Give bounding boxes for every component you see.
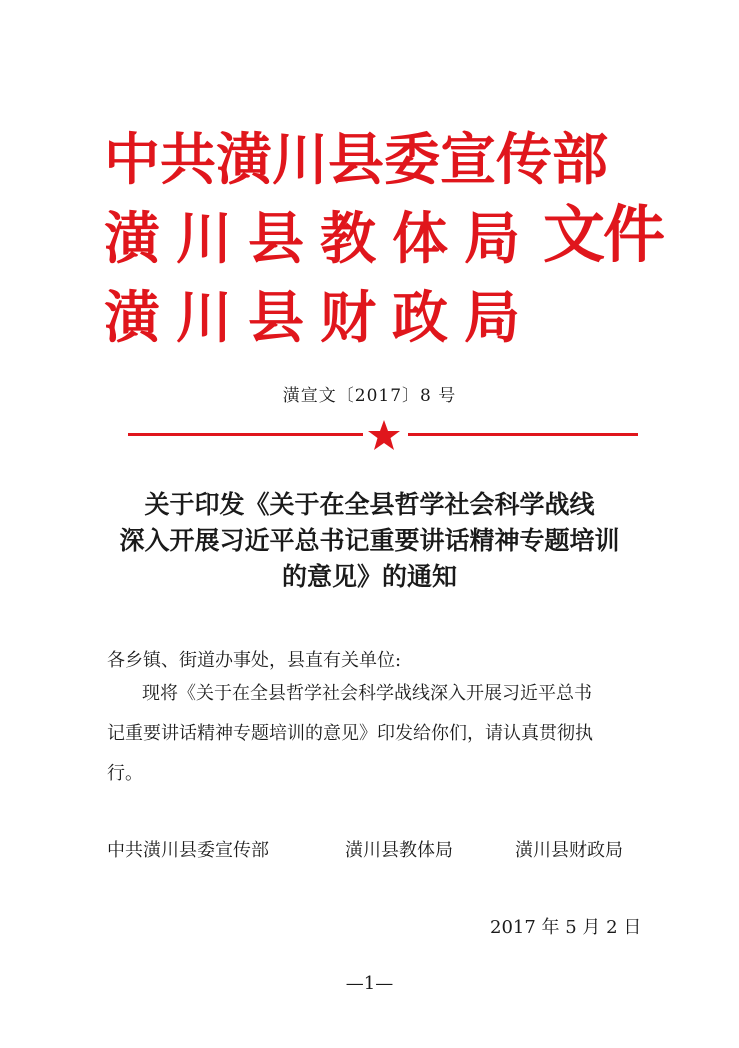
issuer-finance-bureau: 潢川县财政局 — [104, 285, 536, 351]
body-paragraph-line: 现将《关于在全县哲学社会科学战线深入开展习近平总书 — [142, 683, 592, 704]
salutation: 各乡镇、街道办事处，县直有关单位: — [107, 650, 402, 671]
document-suffix: 文件 — [543, 198, 664, 271]
red-divider-left — [128, 433, 363, 436]
red-divider-right — [408, 433, 638, 436]
document-number: 潢宣文〔2017〕8 号 — [282, 386, 457, 406]
page-number: —1— — [345, 973, 394, 994]
title-line: 关于印发《关于在全县哲学社会科学战线 — [144, 490, 595, 519]
title-line: 的意见》的通知 — [281, 562, 457, 591]
body-paragraph-line: 记重要讲话精神专题培训的意见》印发给你们，请认真贯彻执 — [107, 723, 593, 744]
issuer-propaganda-dept: 中共潢川县委宣传部 — [104, 127, 608, 193]
document-title — [60, 487, 679, 595]
star-icon — [367, 419, 401, 451]
issuer-education-sports-bureau: 潢川县教体局 — [104, 206, 536, 272]
signature-propaganda-dept: 中共潢川县委宣传部 — [107, 840, 269, 861]
signature-finance-bureau: 潢川县财政局 — [515, 840, 623, 861]
title-line: 深入开展习近平总书记重要讲话精神专题培训 — [119, 526, 620, 555]
issue-date: 2017 年 5 月 2 日 — [490, 917, 642, 938]
body-paragraph-line: 行。 — [107, 763, 143, 784]
signature-education-sports-bureau: 潢川县教体局 — [345, 840, 453, 861]
